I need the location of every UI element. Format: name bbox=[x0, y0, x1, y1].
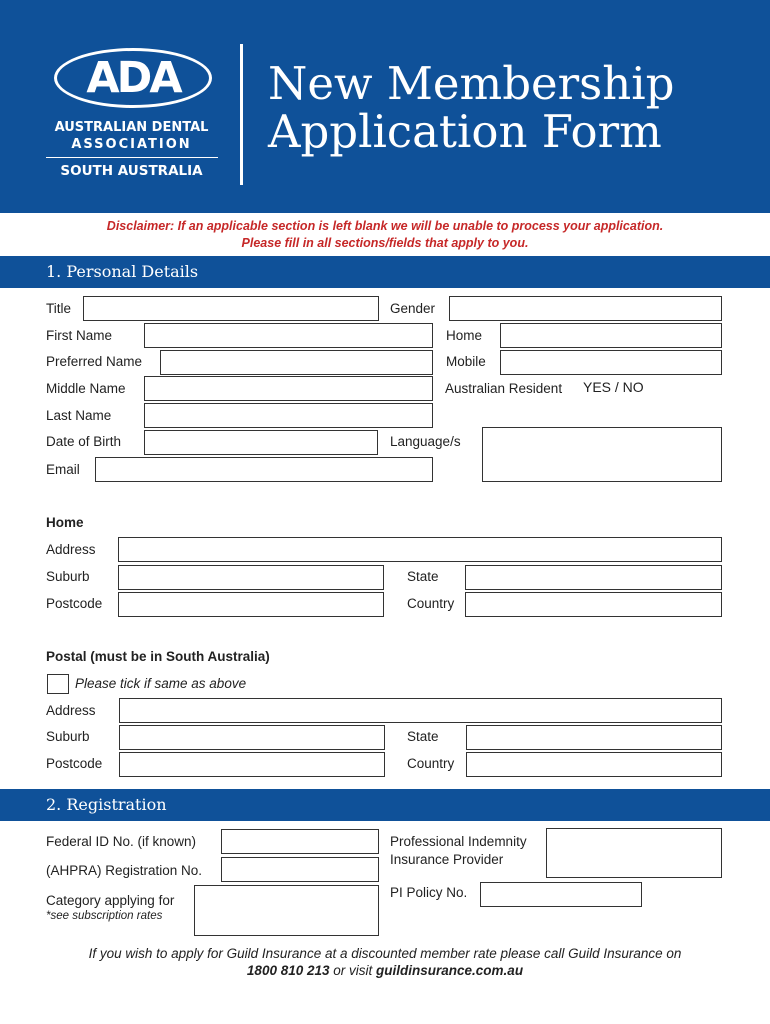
home-country-label: Country bbox=[407, 596, 455, 611]
last-name-label: Last Name bbox=[46, 408, 112, 423]
postal-address-field[interactable] bbox=[119, 698, 722, 723]
logo-line-3: SOUTH AUSTRALIA bbox=[60, 163, 203, 179]
category-field[interactable] bbox=[194, 885, 379, 936]
mobile-label: Mobile bbox=[446, 354, 486, 369]
section-heading-text: 2. Registration bbox=[46, 795, 167, 814]
preferred-name-label: Preferred Name bbox=[46, 354, 143, 369]
postal-suburb-field[interactable] bbox=[119, 725, 385, 750]
disclaimer-line-1: Disclaimer: If an applicable section is left blank we will be unable to process your application. bbox=[106, 219, 664, 233]
federal-id-label: Federal ID No. (if known) bbox=[46, 834, 197, 849]
middle-name-field[interactable] bbox=[144, 376, 433, 401]
home-address-field[interactable] bbox=[118, 537, 722, 562]
postal-address-heading: Postal (must be in South Australia) bbox=[46, 649, 270, 664]
home-state-field[interactable] bbox=[465, 565, 722, 590]
postal-state-label: State bbox=[407, 729, 439, 744]
pi-provider-field[interactable] bbox=[546, 828, 722, 878]
postal-state-field[interactable] bbox=[466, 725, 722, 750]
footer-line-1: If you wish to apply for Guild Insurance at a discounted member rate please call Guild Insurance on bbox=[88, 946, 682, 961]
ahpra-field[interactable] bbox=[221, 857, 379, 882]
postal-postcode-label: Postcode bbox=[46, 756, 103, 771]
postal-address-label: Address bbox=[46, 703, 96, 718]
footer-or-visit: or visit bbox=[329, 963, 377, 978]
email-label: Email bbox=[46, 462, 80, 477]
home-postcode-field[interactable] bbox=[118, 592, 384, 617]
home-phone-field[interactable] bbox=[500, 323, 722, 348]
form-title-line-2: Application Form bbox=[268, 105, 662, 158]
postal-country-label: Country bbox=[407, 756, 455, 771]
home-phone-label: Home bbox=[446, 328, 483, 343]
title-field[interactable] bbox=[83, 296, 379, 321]
home-suburb-label: Suburb bbox=[46, 569, 90, 584]
date-of-birth-field[interactable] bbox=[144, 430, 378, 455]
australian-resident-label: Australian Resident bbox=[445, 381, 563, 396]
guild-phone[interactable]: 1800 810 213 bbox=[246, 963, 330, 978]
header-separator bbox=[240, 44, 243, 185]
middle-name-label: Middle Name bbox=[46, 381, 126, 396]
section-heading-text: 1. Personal Details bbox=[46, 262, 199, 281]
home-postcode-label: Postcode bbox=[46, 596, 103, 611]
form-title-line-1: New Membership bbox=[268, 57, 675, 110]
category-note: *see subscription rates bbox=[46, 910, 163, 922]
section-registration-heading bbox=[0, 789, 770, 821]
first-name-field[interactable] bbox=[144, 323, 433, 348]
logo-line-2: ASSOCIATION bbox=[71, 137, 192, 152]
home-state-label: State bbox=[407, 569, 439, 584]
preferred-name-field[interactable] bbox=[160, 350, 433, 375]
same-as-above-checkbox[interactable] bbox=[47, 674, 69, 694]
federal-id-field[interactable] bbox=[221, 829, 379, 854]
home-address-label: Address bbox=[46, 542, 96, 557]
logo-divider bbox=[46, 157, 218, 158]
last-name-field[interactable] bbox=[144, 403, 433, 428]
pi-provider-label-line-2: Insurance Provider bbox=[390, 852, 504, 867]
footer-line-2 bbox=[0, 963, 770, 978]
home-address-heading: Home bbox=[46, 515, 84, 530]
gender-label: Gender bbox=[390, 301, 436, 316]
languages-field[interactable] bbox=[482, 427, 722, 482]
guild-website-link[interactable]: guildinsurance.com.au bbox=[376, 963, 524, 978]
title-label: Title bbox=[46, 301, 72, 316]
postal-suburb-label: Suburb bbox=[46, 729, 90, 744]
email-field[interactable] bbox=[95, 457, 433, 482]
pi-policy-label: PI Policy No. bbox=[390, 885, 468, 900]
logo-line-1: AUSTRALIAN DENTAL bbox=[54, 120, 209, 135]
disclaimer-line-2: Please fill in all sections/fields that apply to you. bbox=[241, 236, 529, 250]
home-suburb-field[interactable] bbox=[118, 565, 384, 590]
pi-policy-field[interactable] bbox=[480, 882, 642, 907]
section-personal-details-heading bbox=[0, 256, 770, 288]
home-country-field[interactable] bbox=[465, 592, 722, 617]
same-as-above-label: Please tick if same as above bbox=[75, 676, 247, 691]
date-of-birth-label: Date of Birth bbox=[46, 434, 122, 449]
ada-logo-mark: ADA bbox=[86, 53, 180, 103]
mobile-field[interactable] bbox=[500, 350, 722, 375]
pi-provider-label-line-1: Professional Indemnity bbox=[390, 834, 527, 849]
languages-label: Language/s bbox=[390, 434, 461, 449]
postal-postcode-field[interactable] bbox=[119, 752, 385, 777]
first-name-label: First Name bbox=[46, 328, 113, 343]
yes-no-option[interactable]: YES / NO bbox=[583, 379, 644, 395]
postal-country-field[interactable] bbox=[466, 752, 722, 777]
category-label: Category applying for bbox=[46, 893, 175, 908]
ahpra-label: (AHPRA) Registration No. bbox=[46, 863, 203, 878]
gender-field[interactable] bbox=[449, 296, 722, 321]
